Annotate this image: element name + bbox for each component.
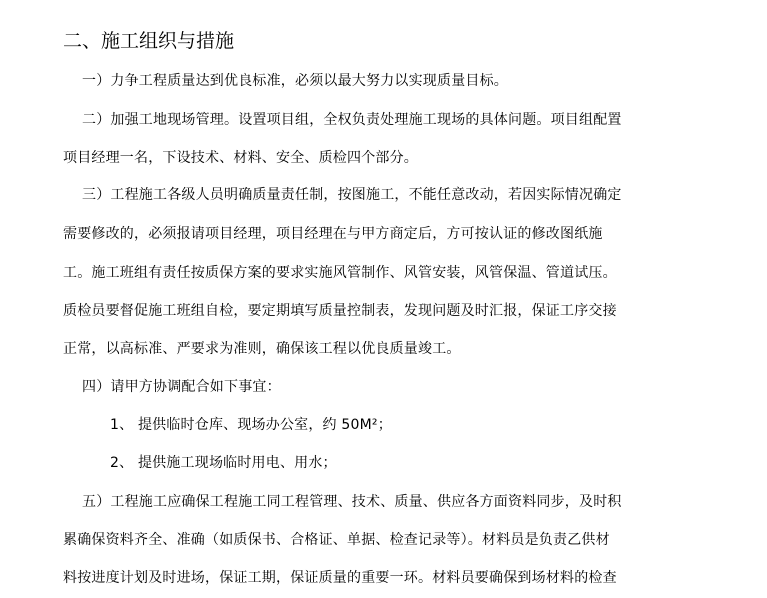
paragraph-1-line-1: 一）力争工程质量达到优良标准，必须以最大努力以实现质量目标。 (82, 73, 508, 89)
paragraph-3-line-5: 正常，以高标准、严要求为准则，确保该工程以优良质量竣工。 (63, 341, 461, 357)
list-item-1: 1、 提供临时仓库、现场办公室，约 50M²； (110, 417, 392, 433)
paragraph-5-line-3: 料按进度计划及时进场，保证工期，保证质量的重要一环。材料员要确保到场材料的检查 (63, 570, 617, 586)
paragraph-3-line-3: 工。施工班组有责任按质保方案的要求实施风管制作、风管安装，风管保温、管道试压。 (63, 265, 617, 281)
section-heading: 二、施工组织与措施 (63, 30, 235, 52)
paragraph-2-line-2: 项目经理一名，下设技术、材料、安全、质检四个部分。 (63, 150, 418, 166)
paragraph-5-line-1: 五）工程施工应确保工程施工同工程管理、技术、质量、供应各方面资料同步，及时积 (82, 494, 622, 510)
paragraph-4-line-1: 四）请甲方协调配合如下事宜： (82, 379, 281, 395)
paragraph-5-line-2: 累确保资料齐全、准确（如质保书、合格证、单据、检查记录等）。材料员是负责乙供材 (63, 532, 610, 548)
paragraph-3-line-1: 三）工程施工各级人员明确质量责任制，按图施工，不能任意改动，若因实际情况确定 (82, 187, 622, 203)
paragraph-3-line-4: 质检员要督促施工班组自检，要定期填写质量控制表，发现问题及时汇报，保证工序交接 (63, 303, 617, 319)
list-item-2: 2、 提供施工现场临时用电、用水； (110, 455, 337, 471)
paragraph-2-line-1: 二）加强工地现场管理。设置项目组，全权负责处理施工现场的具体问题。项目组配置 (82, 112, 622, 128)
paragraph-3-line-2: 需要修改的，必须报请项目经理，项目经理在与甲方商定后，方可按认证的修改图纸施 (63, 226, 603, 242)
